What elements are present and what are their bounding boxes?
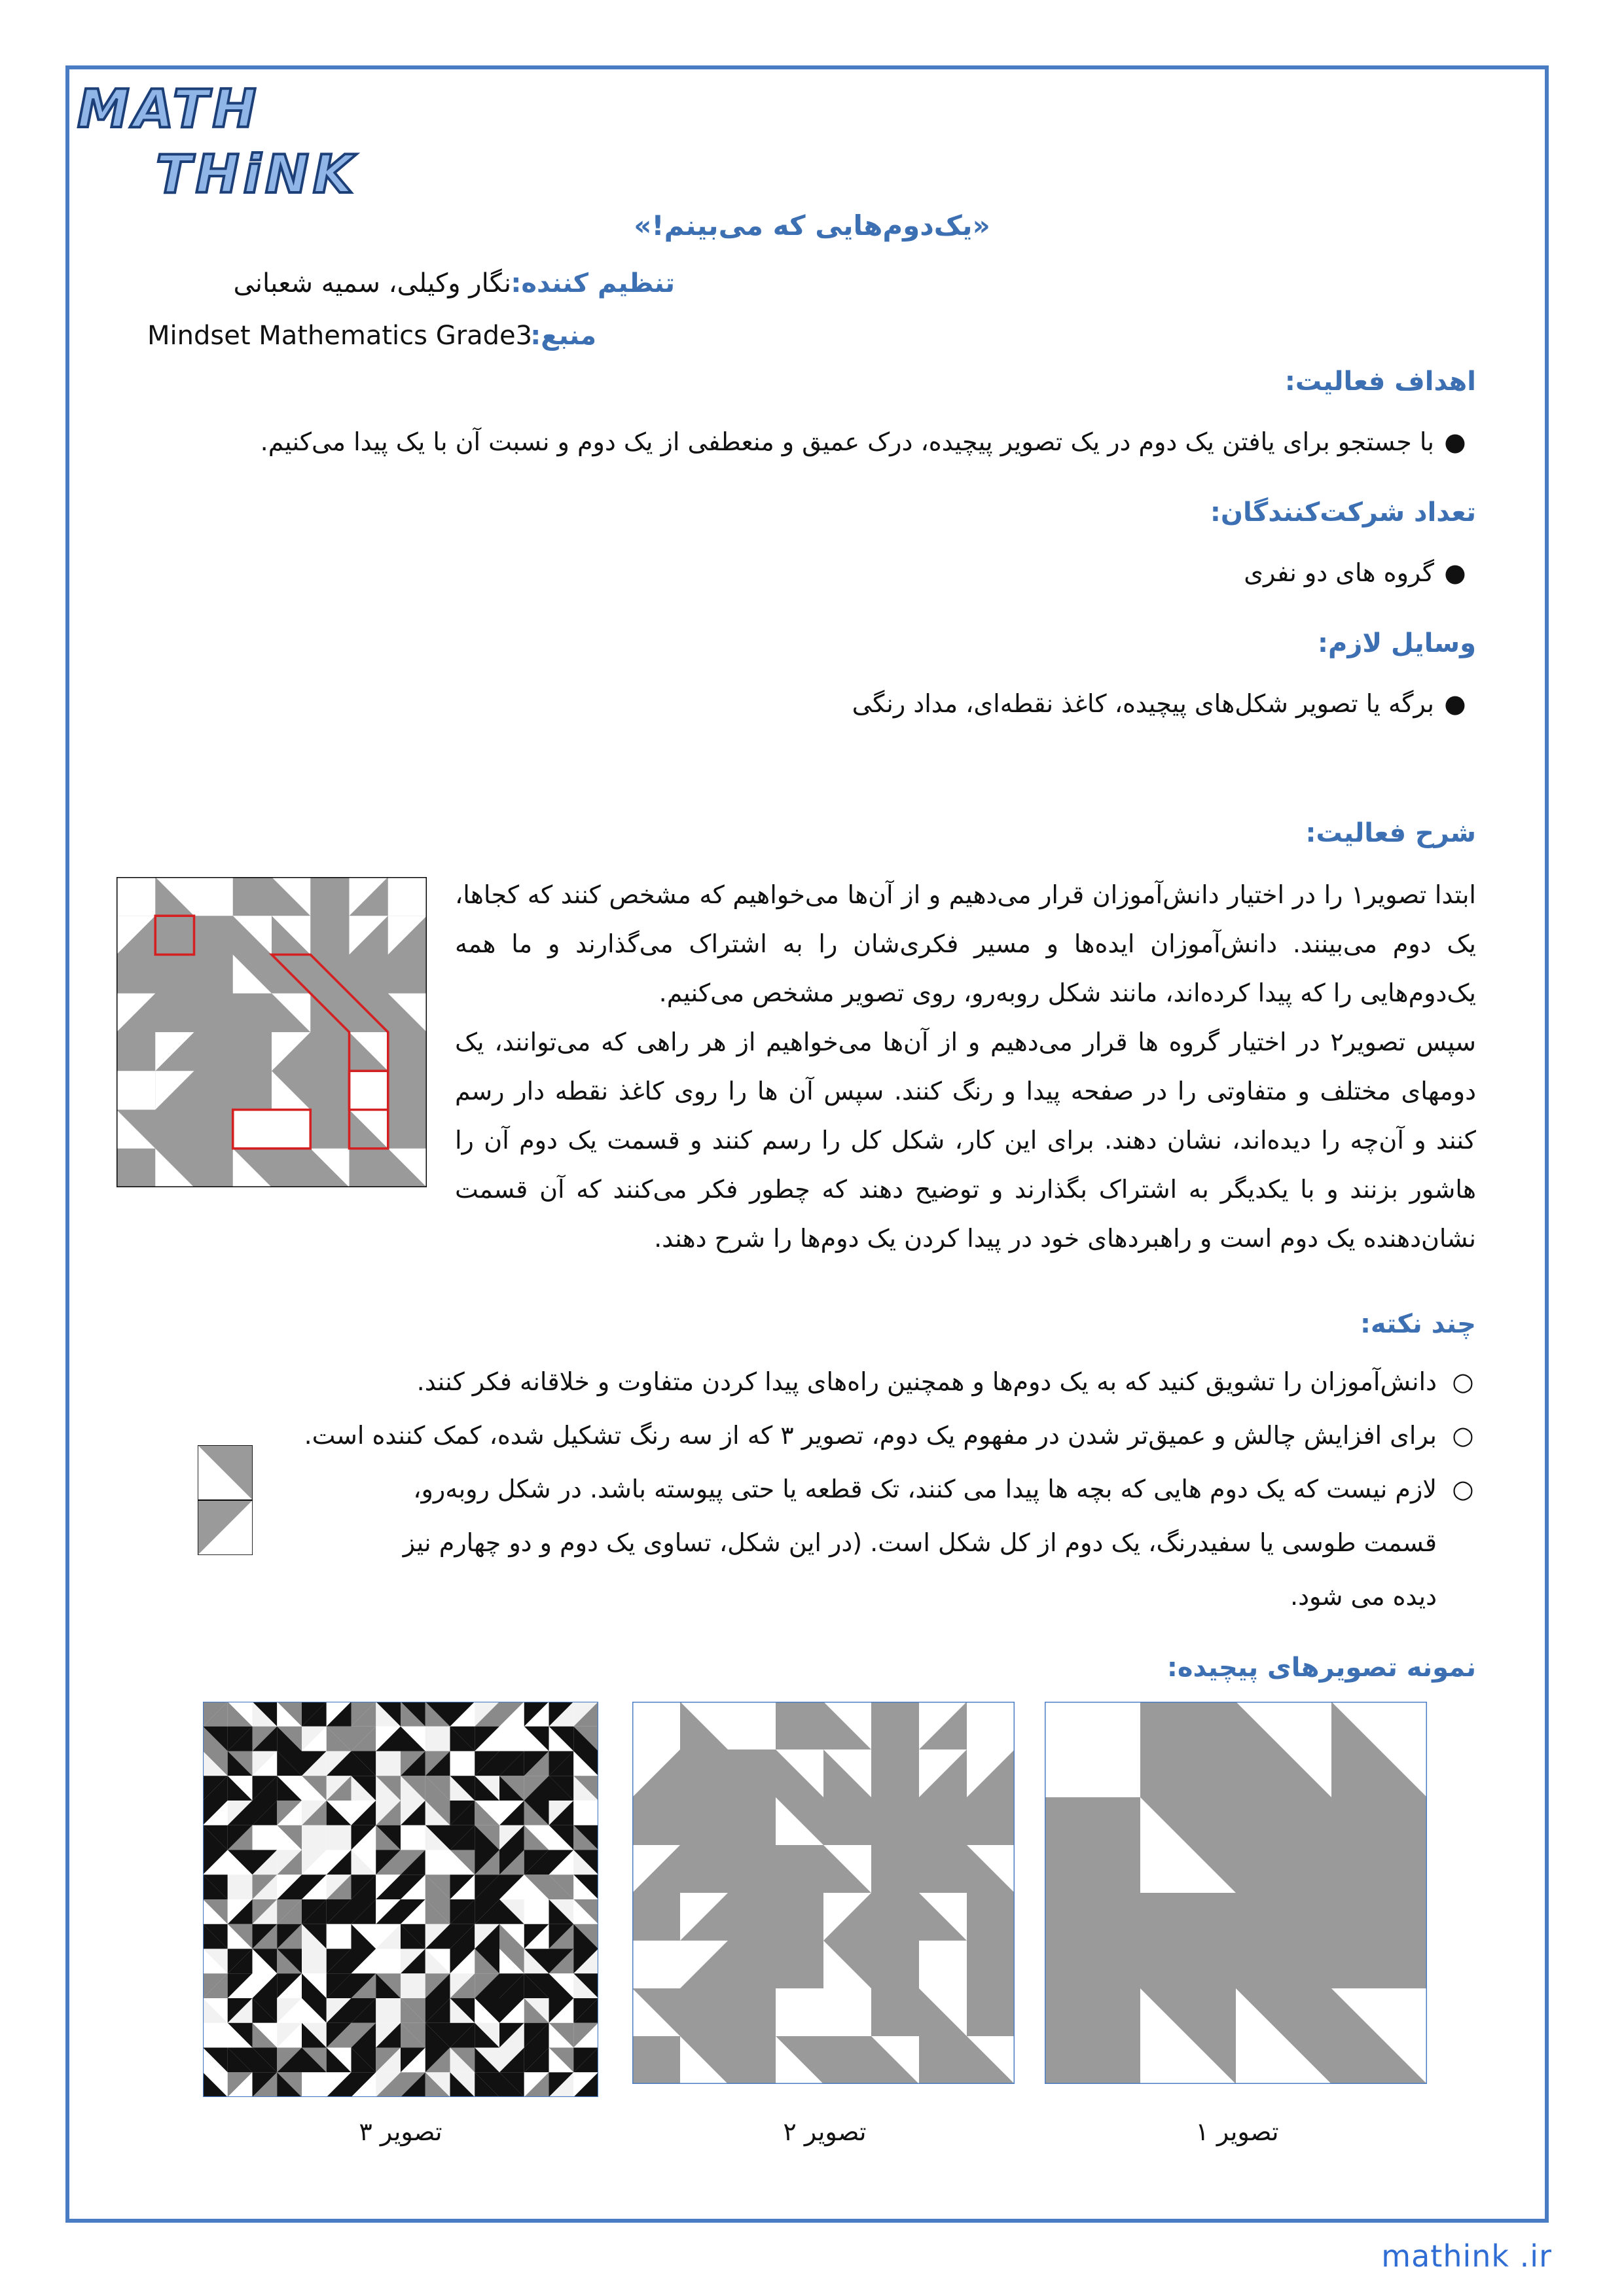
organizer-value: نگار وکیلی، سمیه شعبانی (233, 268, 511, 298)
description-paragraph-2: سپس تصویر۲ در اختیار گروه ها قرار می‌دهیم و از آن‌ها می‌خواهیم از هر راهی که می‌توانند، یک دومهای مختلف و متفاوتی را در صفحه پیدا و رنگ کنند. سپس آن ها را روی کاغذ نقطه دار رسم کنند و آن‌چه را دیده‌اند، نشان دهند. برای این کار، شکل کل را رسم کنند و قسمت یک دوم آن را هاشور بزنند و با یکدیگر به اشتراک بگذارند و توضیح دهند که چطور فکر می‌کنند که آن قسمت نشان‌دهنده یک دوم است و راهبردهای خود در پیدا کردن یک دوم‌ها را شرح دهند. (455, 1028, 1477, 1253)
page-title: «یک‌دوم‌هایی که می‌بینم!» (634, 209, 990, 242)
samples-heading: نمونه تصویرهای پیچیده: (1166, 1653, 1476, 1683)
materials-item: ●برگه یا تصویر شکل‌های پیچیده، کاغذ نقطه‌ای، مداد رنگی (852, 689, 1466, 718)
caption-image-3: تصویر ۳ (359, 2117, 442, 2146)
caption-image-2: تصویر ۲ (783, 2117, 867, 2146)
mathink-logo (77, 79, 357, 209)
goals-heading: اهداف فعالیت: (1284, 367, 1476, 397)
description-heading: شرح فعالیت: (1305, 818, 1476, 848)
materials-heading: وسایل لازم: (1318, 628, 1476, 658)
tips-list (200, 1355, 1476, 1623)
half-example-figure (198, 1445, 253, 1555)
participants-item: ●گروه های دو نفری (1244, 558, 1466, 587)
caption-image-1: تصویر ۱ (1195, 2117, 1279, 2146)
source-value: Mindset Mathematics Grade3 (147, 321, 533, 351)
description-text (455, 870, 1476, 1263)
goals-item: ●با جستجو برای یافتن یک دوم در یک تصویر پیچیده، درک عمیق و منعطفی از یک دوم و نسبت آن با یک پیدا می‌کنیم. (260, 427, 1466, 456)
tips-heading: چند نکته: (1360, 1309, 1476, 1339)
logo-line1: MATH (77, 79, 261, 139)
tip-item: ○ دانش‌آموزان را تشویق کنید که به یک دوم‌ها و همچنین راه‌های پیدا کردن متفاوت و خلاقانه فکر کنند. (416, 1367, 1474, 1396)
sample-image-1 (1045, 1702, 1427, 2084)
description-paragraph-1: ابتدا تصویر۱ را در اختیار دانش‌آموزان قرار می‌دهیم و از آن‌ها می‌خواهیم که مشخص کنند که کجاها، یک دوم می‌بینند. دانش‌آموزان ایده‌ها و مسیر فکری‌شان را به اشتراک می‌گذارند و ما همه یک‌دوم‌هایی را که پیدا کرده‌اند، مانند شکل روبه‌رو، روی تصویر مشخص می‌کنیم. (455, 880, 1476, 1007)
tip-item: ○ لازم نیست که یک دوم هایی که بچه ها پیدا می کنند، تک قطعه یا حتی پیوسته باشد. در شکل روبه‌رو، قسمت طوسی یا سفیدرنگ، یک دوم از کل شکل است. (در این شکل، تساوی یک دوم و دو چهارم نیز دیده می شود. (403, 1475, 1474, 1611)
footer-url: mathink .ir (1381, 2238, 1552, 2274)
source-label: منبع: (530, 321, 596, 351)
tip-item: ○ برای افزایش چالش و عمیق‌تر شدن در مفهوم یک دوم، تصویر ۳ که از سه رنگ تشکیل شده، کمک کننده است. (304, 1421, 1474, 1450)
image1-annotated (117, 877, 427, 1187)
sample-image-3 (203, 1702, 598, 2097)
logo-line2: THiNK (156, 144, 357, 205)
participants-heading: تعداد شرکت‌کنندگان: (1210, 497, 1476, 528)
sample-image-2 (632, 1702, 1015, 2084)
organizer-label: تنظیم کننده: (511, 268, 675, 298)
